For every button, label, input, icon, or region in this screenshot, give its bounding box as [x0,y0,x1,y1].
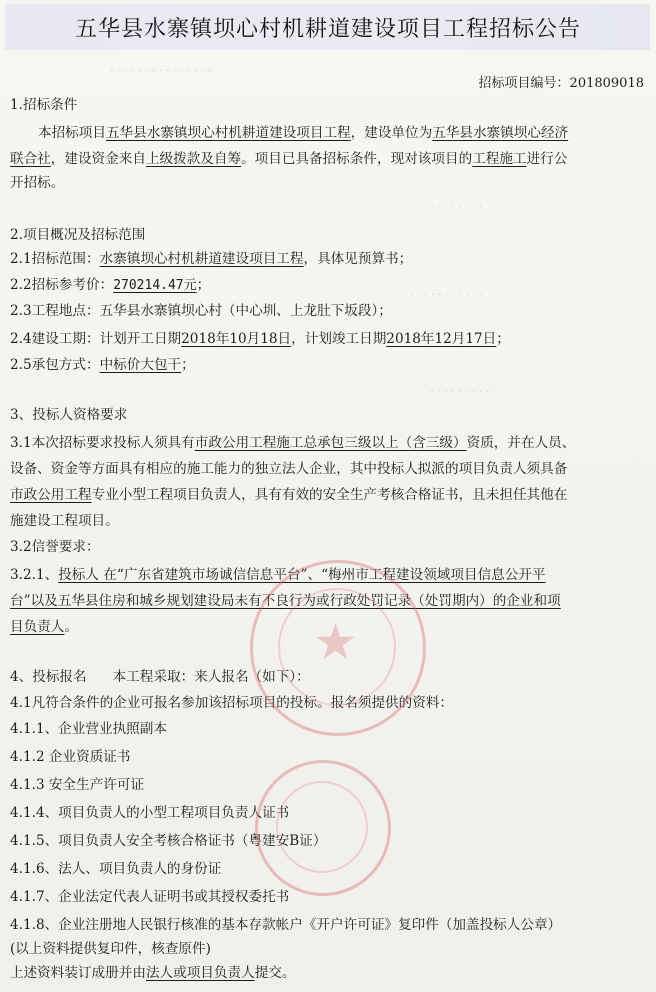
section-3-heading: 3、投标人资格要求 [10,407,128,423]
section-2-heading: 2.项目概况及招标范围 [10,227,146,243]
page-title: 五华县水寨镇坝心村机耕道建设项目工程招标公告 [74,17,581,42]
material-item: 4.1.3 安全生产许可证 [10,777,145,793]
qualification-line-2: 设备、资金等方面具有相应的施工能力的独立法人企业，其中投标人拟派的项目负责人须具备 [10,461,568,477]
qualification-line-3: 市政公用工程专业小型工程项目负责人，具有有效的安全生产考核合格证书，且未担任其他在 [10,487,568,503]
material-item: 4.1.2 企业资质证书 [10,749,131,765]
project-location: 2.3工程地点：五华县水寨镇坝心村（中心圳、上龙肚下坂段）； [10,303,392,319]
material-item: 4.1.5、项目负责人安全考核合格证书（粤建安B证） [10,833,327,849]
material-item: 4.1.8、企业注册地人民银行核准的基本存款帐户《开户许可证》复印件（加盖投标人公章） [10,917,562,933]
section-1-heading: 1.招标条件 [10,97,78,113]
material-item: 4.1.7、企业法定代表人证明书或其授权委托书 [10,889,290,905]
credit-requirement-line-1: 3.2.1、投标人 在“广东省建筑市场诚信信息平台”、“梅州市工程建设领域项目信息公开平 [10,567,546,583]
material-item: 4.1.6、法人、项目负责人的身份证 [10,861,222,877]
qualification-line-1: 3.1本次招标要求投标人须具有市政公用工程施工总承包三级以上（含三级）资质，并在人员、 [10,435,576,451]
seal-stamp-faint: ★ [250,560,426,736]
bleed-through-text: · · · · · · · · · · · · · · · [110,64,212,77]
material-item: 4.1.4、项目负责人的小型工程项目负责人证书 [10,805,290,821]
credit-requirement-line-3: 目负责人。 [10,619,78,635]
section-1-paragraph-end: 开招标。 [10,175,65,191]
section-1-paragraph: 本招标项目五华县水寨镇坝心村机耕道建设项目工程，建设单位为五华县水寨镇坝心经济 [38,125,569,141]
registration-intro: 4.1凡符合条件的企业可报名参加该招标项目的投标。报名须提供的资料： [10,695,454,711]
bleed-through-text: · · · · · · · · [430,200,483,213]
material-item: 4.1.1、企业营业执照副本 [10,721,167,737]
project-number: 招标项目编号：201809018 [478,76,644,91]
credit-requirement-line-2: 台”以及五华县住房和城乡规划建设局未有不良行为或行政处罚记录（处罚期内）的企业和项 [10,593,561,609]
submission-instruction: 上述资料装订成册并由法人或项目负责人提交。 [10,965,296,981]
seal-stamp-faint [255,760,391,896]
contract-method: 2.5承包方式：中标价大包干； [10,357,195,373]
credit-requirement-label: 3.2信誉要求： [10,539,100,555]
section-4-heading: 4、投标报名 本工程采取：来人报名（如下）： [10,669,310,685]
bleed-through-text: · · · · · · · · · [430,385,490,398]
construction-period: 2.4建设工期：计划开工日期2018年10月18日，计划竣工日期2018年12月17日； [10,331,510,347]
reference-price: 2.2招标参考价：270214.47元； [10,277,211,293]
materials-note: (以上资料提供复印件，核查原件) [10,941,211,957]
bidding-scope: 2.1招标范围：水寨镇坝心村机耕道建设项目工程，具体见预算书； [10,251,413,267]
qualification-line-4: 施建设工程项目。 [10,513,119,529]
bleed-through-text: · · · · · · · · · · · [410,288,484,301]
section-1-paragraph-cont: 联合社，建设资金来自上级拨款及自筹。项目已具备招标条件，现对该项目的工程施工进行公 [10,151,568,167]
